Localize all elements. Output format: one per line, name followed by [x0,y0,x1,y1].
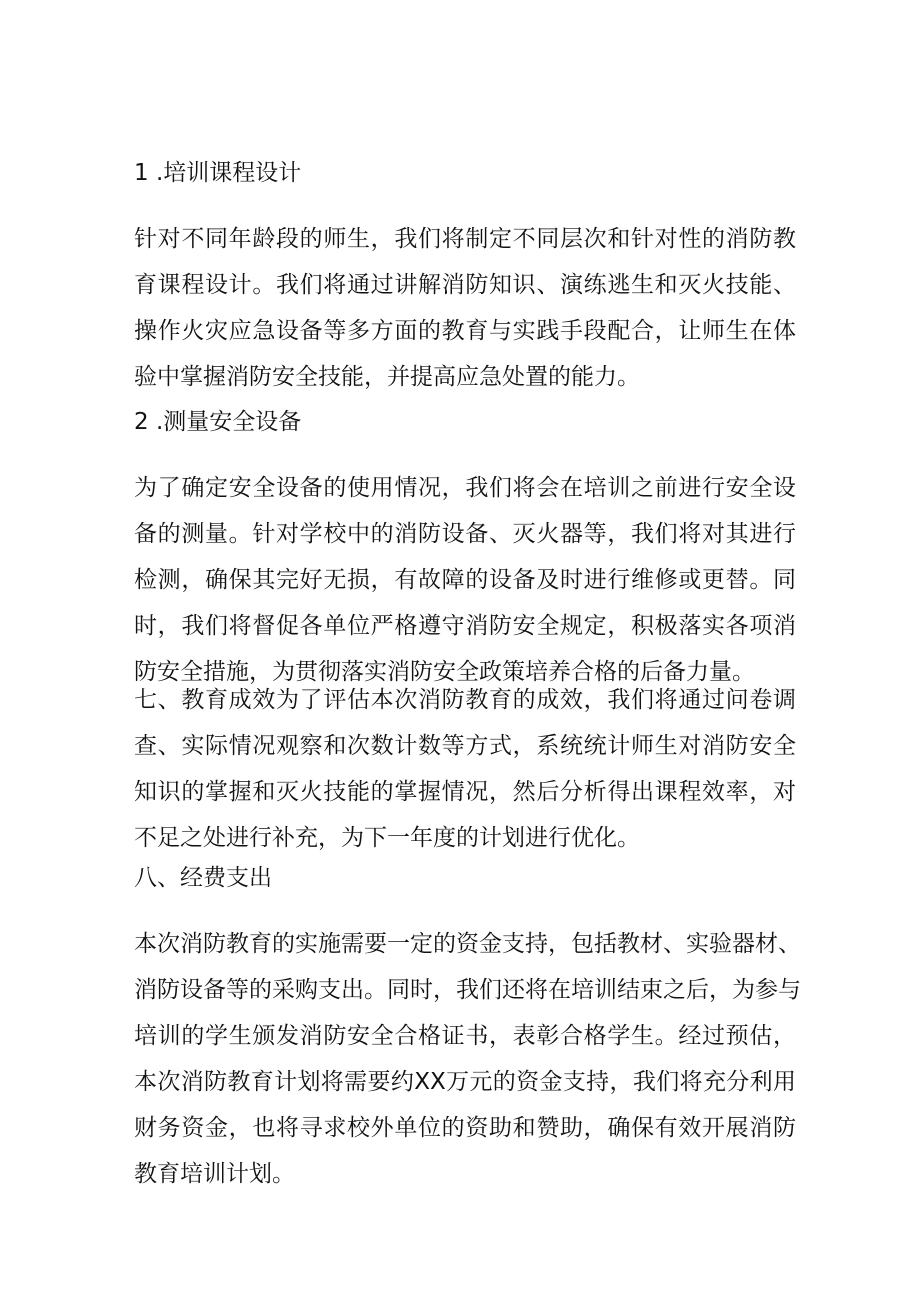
paragraph-line: 七、教育成效为了评估本次消防教育的成效，我们将通过问卷调 [134,687,796,713]
paragraph-line: 育课程设计。我们将通过讲解消防知识、演练逃生和灭火技能、 [134,272,796,298]
paragraph-line: 备的测量。针对学校中的消防设备、灭火器等，我们将对其进行 [134,521,796,547]
paragraph-line: 财务资金，也将寻求校外单位的资助和赞助，确保有效开展消防 [134,1115,796,1141]
section-heading-expenditure: 八、经费支出 [134,865,272,891]
paragraph-line: 验中掌握消防安全技能，并提高应急处置的能力。 [134,364,640,390]
paragraph-line: 消防设备等的采购支出。同时，我们还将在培训结束之后，为参与 [134,977,801,1003]
paragraph-training-course-design [134,216,796,400]
section-heading-measure-safety-equipment: 2 .测量安全设备 [134,409,302,435]
paragraph-line: 教育培训计划。 [134,1161,295,1187]
paragraph-line: 培训的学生颁发消防安全合格证书，表彰合格学生。经过预估， [134,1023,796,1049]
paragraph-line: 查、实际情况观察和次数计数等方式，系统统计师生对消防安全 [134,733,796,759]
paragraph-education-effectiveness [134,677,796,861]
paragraph-line: 本次消防教育的实施需要一定的资金支持，包括教材、实验器材、 [134,931,801,957]
paragraph-measure-safety-equipment [134,465,796,695]
paragraph-line: 本次消防教育计划将需要约XX万元的资金支持，我们将充分利用 [134,1069,796,1095]
paragraph-expenditure [134,921,801,1197]
paragraph-line: 时，我们将督促各单位严格遵守消防安全规定，积极落实各项消 [134,613,796,639]
paragraph-line: 针对不同年龄段的师生，我们将制定不同层次和针对性的消防教 [134,226,796,252]
paragraph-line: 知识的掌握和灭火技能的掌握情况，然后分析得出课程效率，对 [134,779,796,805]
section-heading-training-course-design: 1 .培训课程设计 [134,160,302,186]
paragraph-line: 操作火灾应急设备等多方面的教育与实践手段配合，让师生在体 [134,318,796,344]
paragraph-line: 检测，确保其完好无损，有故障的设备及时进行维修或更替。同 [134,567,796,593]
paragraph-line: 为了确定安全设备的使用情况，我们将会在培训之前进行安全设 [134,475,796,501]
paragraph-line: 防安全措施，为贯彻落实消防安全政策培养合格的后备力量。 [134,659,755,685]
paragraph-line: 不足之处进行补充，为下一年度的计划进行优化。 [134,825,640,851]
